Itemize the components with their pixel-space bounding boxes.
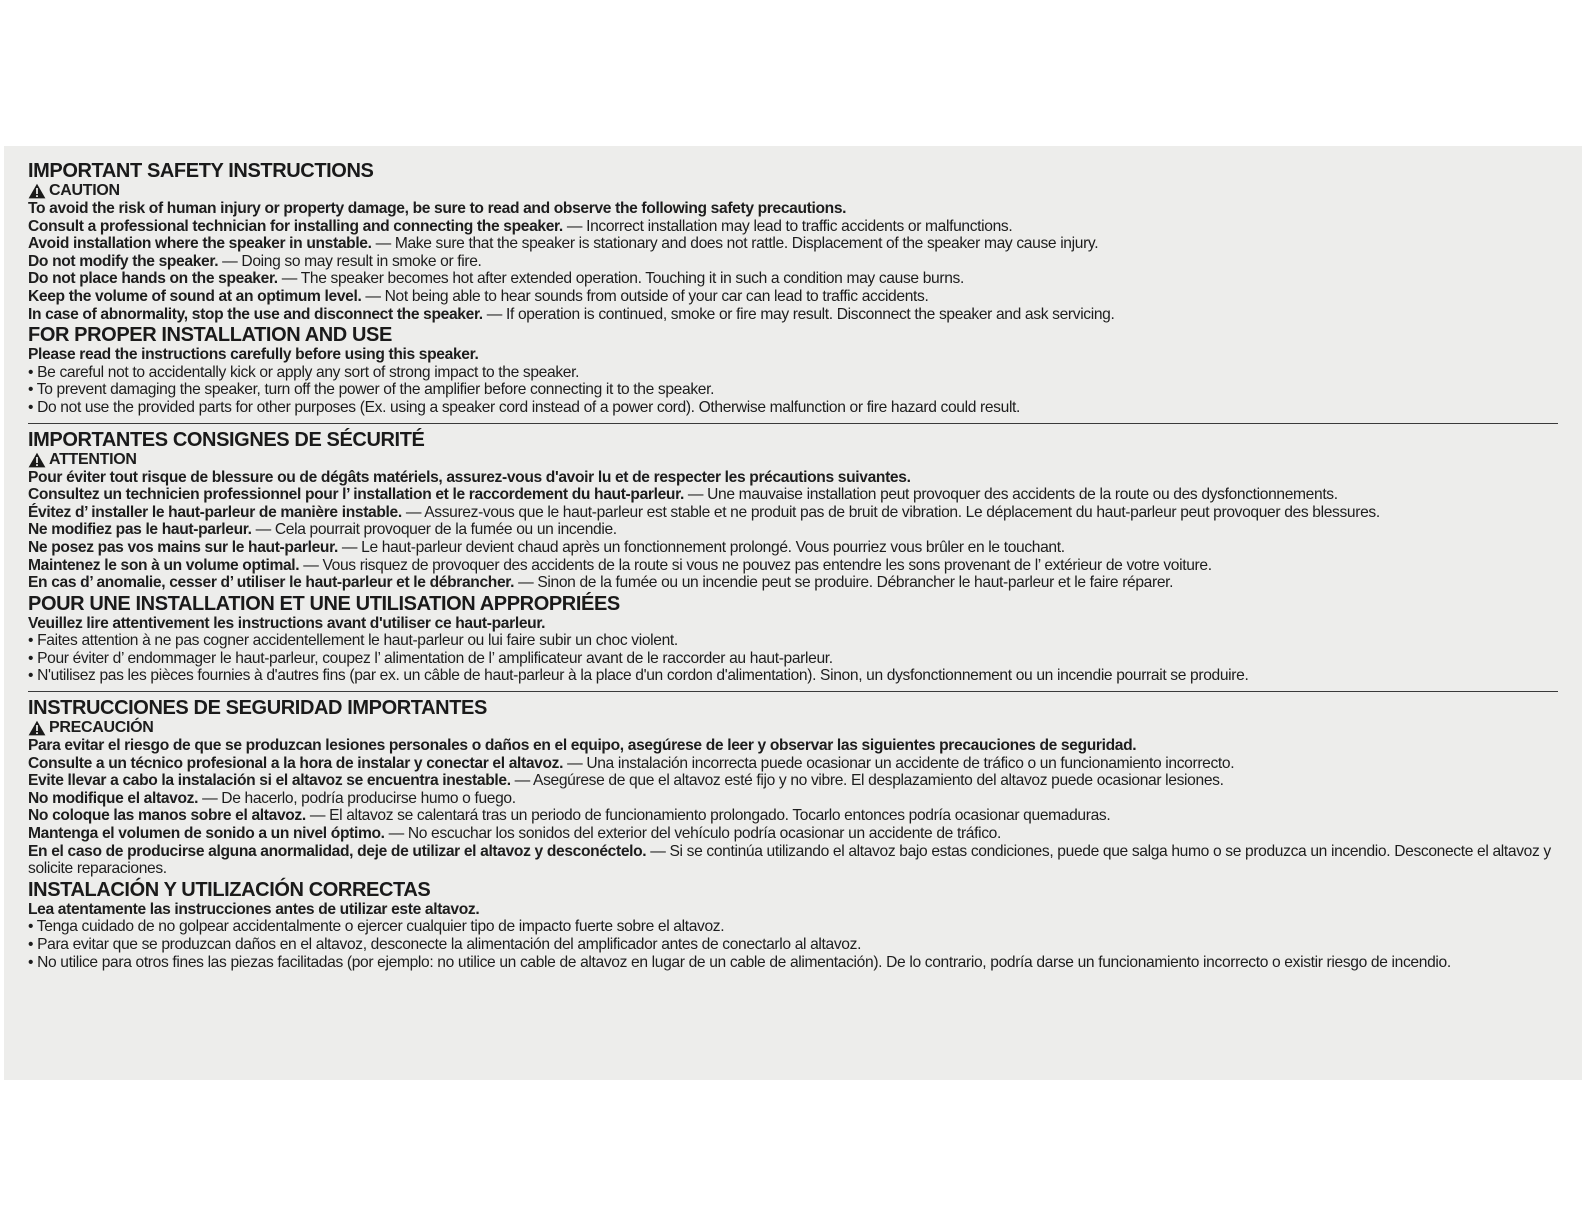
precaution-detail: — If operation is continued, smoke or fire may result. Disconnect the speaker and ask servicing.: [482, 305, 1115, 323]
precaution-detail: — Une mauvaise installation peut provoquer des accidents de la route ou des dysfonctionnements.: [683, 486, 1338, 504]
precaution-title: Évitez d’ installer le haut-parleur de manière instable.: [28, 503, 402, 521]
precaution-item: [28, 843, 1558, 878]
precaution-item: [28, 557, 1558, 575]
precaution-detail: — Sinon de la fumée ou un incendie peut se produire. Débrancher le haut-parleur et le faire réparer.: [514, 574, 1174, 592]
precaution-item: [28, 521, 1558, 539]
precaution-title: Do not modify the speaker.: [28, 252, 219, 270]
subintro-french: Veuillez lire attentivement les instructions avant d'utiliser ce haut-parleur.: [28, 614, 546, 632]
caution-label-english: [28, 182, 1558, 200]
precaution-item: [28, 218, 1558, 236]
precaution-title: Ne modifiez pas le haut-parleur.: [28, 521, 252, 539]
section-french: [28, 429, 1558, 686]
subintro-english: Please read the instructions carefully before using this speaker.: [28, 346, 479, 364]
precaution-title: Ne posez pas vos mains sur le haut-parleur.: [28, 538, 338, 556]
precaution-item: [28, 755, 1558, 773]
precaution-item: [28, 486, 1558, 504]
precaution-detail: — Si se continúa utilizando el altavoz bajo estas condiciones, puede que salga humo o se produzca un incendio. Desconecte el altavoz y solicite reparaciones.: [28, 842, 1551, 878]
precaution-item: [28, 772, 1558, 790]
precaution-title: Avoid installation where the speaker in unstable.: [28, 235, 372, 253]
precaution-title: En cas d’ anomalie, cesser d’ utiliser le haut-parleur et le débrancher.: [28, 574, 515, 592]
bullet-list-french: [28, 632, 1558, 685]
safety-instructions-sheet: [4, 146, 1582, 1080]
heading-french: IMPORTANTES CONSIGNES DE SÉCURITÉ: [28, 428, 425, 451]
bullet-item: • Para evitar que se produzcan daños en el altavoz, desconecte la alimentación del amplificador antes de conectarlo al altavoz.: [28, 936, 862, 953]
divider-1: [28, 423, 1558, 424]
intro-spanish: Para evitar el riesgo de que se produzcan lesiones personales o daños en el equipo, asegúrese de leer y observar las siguientes precauciones de seguridad.: [28, 737, 1137, 755]
precaution-item: [28, 504, 1558, 522]
caution-text: ATTENTION: [49, 450, 137, 468]
section-english: [28, 160, 1558, 417]
bullet-item: • To prevent damaging the speaker, turn off the power of the amplifier before connecting it to the speaker.: [28, 381, 715, 399]
precaution-item: [28, 539, 1558, 557]
precaution-item: [28, 235, 1558, 253]
precaution-title: In case of abnormality, stop the use and disconnect the speaker.: [28, 305, 483, 323]
bullet-item: • Faites attention à ne pas cogner accidentellement le haut-parleur ou lui faire subir un choc violent.: [28, 632, 678, 650]
precaution-detail: — Vous risquez de provoquer des accidents de la route si vous ne pouvez pas entendre les sons provenant de l’ extérieur de votre voiture.: [299, 556, 1212, 574]
bullet-item: • Pour éviter d’ endommager le haut-parleur, coupez l’ alimentation de l’ amplificateur avant de le raccorder au haut-parleur.: [28, 649, 833, 667]
heading-english: IMPORTANT SAFETY INSTRUCTIONS: [28, 160, 374, 182]
subintro-spanish: Lea atentamente las instrucciones antes de utilizar este altavoz.: [28, 900, 480, 918]
precaution-item: [28, 270, 1558, 288]
precaution-detail: — Make sure that the speaker is stationary and does not rattle. Displacement of the speaker may cause injury.: [371, 235, 1099, 253]
precaution-detail: — Cela pourrait provoquer de la fumée ou un incendie.: [251, 521, 617, 539]
precaution-item: [28, 253, 1558, 271]
precautions-list-french: [28, 486, 1558, 592]
subheading-french: POUR UNE INSTALLATION ET UNE UTILISATION APPROPRIÉES: [28, 592, 620, 615]
precaution-item: [28, 306, 1558, 324]
caution-text: CAUTION: [49, 182, 120, 199]
precaution-title: Consulte a un técnico profesional a la hora de instalar y conectar el altavoz.: [28, 754, 564, 772]
precaution-detail: — Le haut-parleur devient chaud après un fonctionnement prolongé. Vous pourriez vous brûler en le touchant.: [337, 538, 1065, 556]
heading-spanish: INSTRUCCIONES DE SEGURIDAD IMPORTANTES: [28, 697, 487, 720]
precaution-title: En el caso de producirse alguna anormalidad, deje de utilizar el altavoz y desconéctelo.: [28, 842, 647, 860]
precaution-item: [28, 574, 1558, 592]
precaution-item: [28, 807, 1558, 825]
precaution-title: No coloque las manos sobre el altavoz.: [28, 807, 306, 825]
caution-label-spanish: [28, 719, 1558, 737]
precaution-detail: — Not being able to hear sounds from outside of your car can lead to traffic accidents.: [361, 287, 929, 305]
subheading-spanish: INSTALACIÓN Y UTILIZACIÓN CORRECTAS: [28, 878, 431, 901]
precaution-detail: — The speaker becomes hot after extended operation. Touching it in such a condition may cause burns.: [277, 270, 964, 288]
precaution-detail: — Incorrect installation may lead to traffic accidents or malfunctions.: [562, 217, 1013, 235]
bullet-item: • Tenga cuidado de no golpear accidentalmente o ejercer cualquier tipo de impacto fuerte sobre el altavoz.: [28, 918, 725, 936]
precaution-detail: — Asegúrese de que el altavoz esté fijo y no vibre. El desplazamiento del altavoz puede ocasionar lesiones.: [510, 772, 1224, 790]
precaution-title: No modifique el altavoz.: [28, 789, 199, 807]
precaution-detail: — Una instalación incorrecta puede ocasionar un accidente de tráfico o un funcionamiento incorrecto.: [563, 754, 1235, 772]
precautions-list-english: [28, 218, 1558, 324]
precaution-detail: — No escuchar los sonidos del exterior del vehículo podría ocasionar un accidente de tráfico.: [384, 825, 1001, 843]
precaution-item: [28, 288, 1558, 306]
section-spanish: [28, 697, 1558, 971]
precaution-detail: — De hacerlo, podría producirse humo o fuego.: [198, 789, 516, 807]
precaution-detail: — El altavoz se calentará tras un periodo de funcionamiento prolongado. Tocarlo entonces podría ocasionar quemaduras.: [305, 807, 1111, 825]
precaution-item: [28, 790, 1558, 808]
precaution-detail: — Doing so may result in smoke or fire.: [218, 252, 482, 270]
caution-text: PRECAUCIÓN: [49, 719, 154, 737]
precaution-title: Consult a professional technician for installing and connecting the speaker.: [28, 217, 563, 235]
precaution-detail: — Assurez-vous que le haut-parleur est stable et ne produit pas de bruit de vibration. Le déplacement du haut-parleur peut provoquer des blessures.: [401, 503, 1380, 521]
bullet-item: • Do not use the provided parts for other purposes (Ex. using a speaker cord instead of a power cord). Otherwise malfunction or fire hazard could result.: [28, 398, 1021, 416]
intro-english: To avoid the risk of human injury or property damage, be sure to read and observe the following safety precautions.: [28, 200, 847, 217]
bullet-item: • Be careful not to accidentally kick or apply any sort of strong impact to the speaker.: [28, 363, 580, 381]
warning-triangle-icon: [28, 720, 46, 736]
precaution-title: Maintenez le son à un volume optimal.: [28, 556, 300, 574]
warning-triangle-icon: [28, 452, 46, 468]
precautions-list-spanish: [28, 755, 1558, 878]
bullet-item: • No utilice para otros fines las piezas facilitadas (por ejemplo: no utilice un cable de altavoz en lugar de un cable de alimentación). De lo contrario, podría darse un funcionamiento incorrecto o existir riesgo de incendio.: [28, 953, 1451, 971]
precaution-title: Do not place hands on the speaker.: [28, 270, 278, 288]
precaution-title: Mantenga el volumen de sonido a un nivel óptimo.: [28, 825, 385, 843]
subheading-english: FOR PROPER INSTALLATION AND USE: [28, 324, 392, 347]
bullet-list-english: [28, 364, 1558, 417]
bullet-list-spanish: [28, 918, 1558, 971]
bullet-item: • N'utilisez pas les pièces fournies à d'autres fins (par ex. un câble de haut-parleur à la place d'un cordon d'alimentation). Sinon, un dysfonctionnement ou un incendie pourrait se produire.: [28, 667, 1249, 685]
divider-2: [28, 691, 1558, 692]
warning-triangle-icon: [28, 183, 46, 199]
caution-label-french: [28, 451, 1558, 469]
precaution-item: [28, 825, 1558, 843]
intro-french: Pour éviter tout risque de blessure ou de dégâts matériels, assurez-vous d'avoir lu et de respecter les précautions suivantes.: [28, 468, 911, 486]
precaution-title: Keep the volume of sound at an optimum level.: [28, 287, 362, 305]
precaution-title: Evite llevar a cabo la instalación si el altavoz se encuentra inestable.: [28, 772, 511, 790]
precaution-title: Consultez un technicien professionnel pour l’ installation et le raccordement du haut-parleur.: [28, 486, 684, 504]
